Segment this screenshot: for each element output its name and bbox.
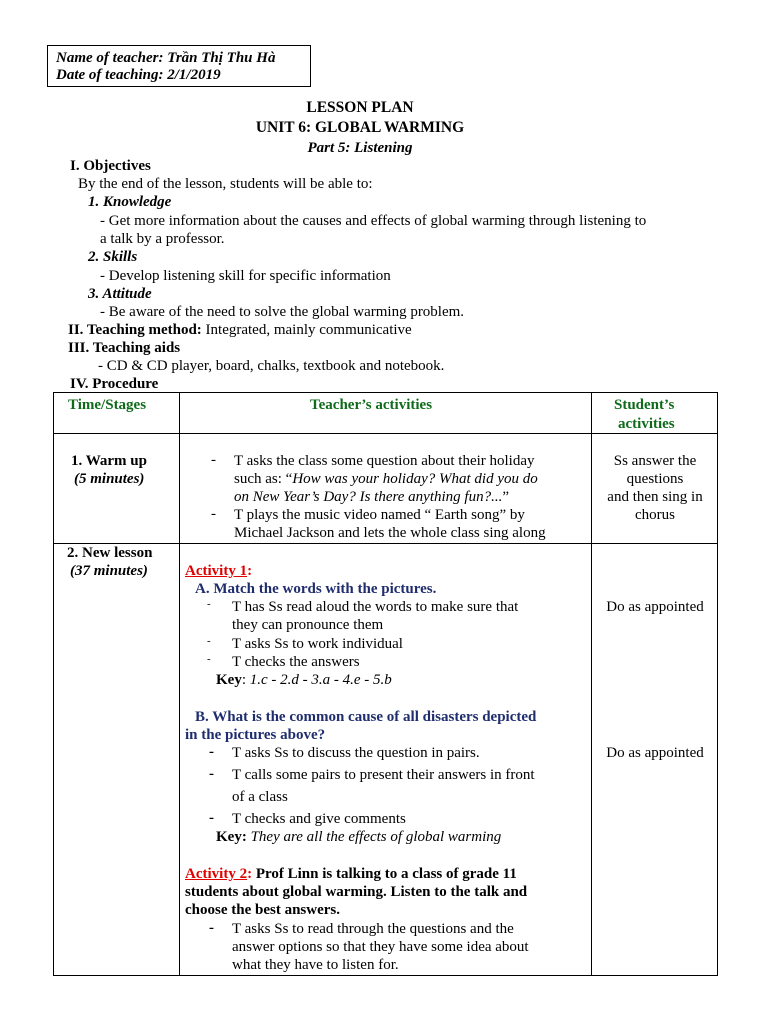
bullet-dash: - (207, 598, 211, 610)
warmup-s3: and then sing in (607, 489, 703, 505)
part-b-3: T checks and give comments (232, 811, 406, 827)
teacher-name: Name of teacher: Trần Thị Thu Hà (56, 50, 276, 66)
bullet-dash: - (209, 744, 214, 760)
warmup-time: (5 minutes) (74, 471, 145, 487)
knowledge-line-2: a talk by a professor. (100, 231, 225, 247)
part-b-key-answer: They are all the effects of global warming (250, 829, 502, 845)
warmup-t2-a: T plays the music video named “ Earth song” by (234, 507, 525, 523)
part-a-3: T checks the answers (232, 654, 360, 670)
part-a-1b: they can pronounce them (232, 617, 384, 633)
activity-2-heading (185, 865, 517, 883)
bullet-dash: - (209, 810, 214, 826)
col-student-header-2: activities (618, 416, 675, 432)
title-unit: UNIT 6: GLOBAL WARMING (255, 119, 465, 136)
warmup-t1-b (234, 470, 538, 488)
warmup-s1: Ss answer the (613, 453, 697, 469)
part-c-1c: what they have to listen for. (232, 957, 399, 973)
skills-line: - Develop listening skill for specific information (100, 268, 391, 284)
part-a-key-label: Key (216, 672, 242, 688)
newlesson-student-b: Do as appointed (606, 745, 704, 761)
col-teacher-header: Teacher’s activities (310, 397, 433, 413)
table-row-new-lesson (54, 544, 718, 976)
teacher-info-box (47, 45, 311, 87)
warmup-s4: chorus (635, 507, 675, 523)
objectives-intro: By the end of the lesson, students will be able to: (78, 176, 373, 192)
bullet-dash: - (209, 920, 214, 936)
warmup-stage: 1. Warm up (71, 453, 147, 469)
activity-2-text-2: students about global warming. Listen to the talk and (185, 884, 528, 900)
activity-2-text-3: choose the best answers. (185, 902, 340, 918)
teaching-aids-heading: III. Teaching aids (68, 340, 181, 356)
activity-2-text-1: Prof Linn is talking to a class of grade 11 (252, 866, 517, 882)
teaching-method (68, 321, 412, 339)
newlesson-student-a: Do as appointed (606, 599, 704, 615)
part-b-title-1: B. What is the common cause of all disasters depicted (195, 709, 537, 725)
attitude-line: - Be aware of the need to solve the global warming problem. (100, 304, 465, 320)
warmup-t1-c-italic: on New Year’s Day? Is there anything fun?... (234, 489, 503, 505)
part-b-1: T asks Ss to discuss the question in pairs. (232, 745, 480, 761)
part-b-2a: T calls some pairs to present their answers in front (232, 767, 535, 783)
procedure-table (53, 392, 718, 976)
part-b-title-2: in the pictures above? (185, 727, 326, 743)
warmup-t1-b-italic: How was your holiday? What did you do (292, 471, 538, 487)
part-b-2b: of a class (232, 789, 288, 805)
warmup-s2: questions (626, 471, 684, 487)
newlesson-time: (37 minutes) (70, 563, 148, 579)
attitude-heading: 3. Attitude (88, 286, 152, 302)
warmup-t2-b: Michael Jackson and lets the whole class sing along (234, 525, 546, 541)
part-a-key (216, 671, 392, 689)
part-c-1b: answer options so that they have some idea about (232, 939, 529, 955)
part-a-2: T asks Ss to work individual (232, 636, 403, 652)
col-time-header: Time/Stages (68, 397, 147, 413)
warmup-t1-c-end: ” (502, 489, 510, 505)
bullet-dash: - (211, 506, 216, 522)
part-a-key-colon: : (241, 672, 250, 688)
activity-1-colon: : (247, 563, 253, 579)
objectives-heading: I. Objectives (70, 158, 151, 174)
teaching-aids-line: - CD & CD player, board, chalks, textbook and notebook. (98, 358, 445, 374)
activity-2-colon: : (247, 866, 253, 882)
procedure-heading: IV. Procedure (70, 376, 159, 392)
bullet-dash: - (207, 653, 211, 665)
warmup-t1-b-plain: such as: “ (234, 471, 293, 487)
part-c-1a: T asks Ss to read through the questions and the (232, 921, 514, 937)
teaching-date: Date of teaching: 2/1/2019 (56, 67, 221, 83)
bullet-dash: - (207, 635, 211, 647)
newlesson-stage: 2. New lesson (67, 545, 153, 561)
bullet-dash: - (209, 766, 214, 782)
table-row-warmup (54, 434, 718, 544)
teaching-method-value: Integrated, mainly communicative (201, 322, 412, 338)
activity-1-label: Activity 1 (185, 563, 248, 579)
col-student-header-1: Student’s (614, 397, 675, 413)
table-header-row (54, 393, 718, 434)
title-lesson-plan: LESSON PLAN (306, 99, 414, 116)
part-b-key-label: Key: (216, 829, 247, 845)
part-a-key-answers: 1.c - 2.d - 3.a - 4.e - 5.b (249, 672, 392, 688)
title-part: Part 5: Listening (307, 140, 413, 156)
skills-heading: 2. Skills (88, 249, 138, 265)
bullet-dash: - (211, 452, 216, 468)
part-a-1a: T has Ss read aloud the words to make sure that (232, 599, 519, 615)
part-a-title: A. Match the words with the pictures. (195, 581, 437, 597)
knowledge-line-1: - Get more information about the causes and effects of global warming through listening to (100, 213, 647, 229)
activity-2-label: Activity 2 (185, 866, 248, 882)
teaching-method-label: II. Teaching method: (68, 322, 202, 338)
warmup-t1-c (234, 488, 509, 506)
knowledge-heading: 1. Knowledge (88, 194, 172, 210)
warmup-t1-a: T asks the class some question about their holiday (234, 453, 535, 469)
part-b-key (216, 828, 501, 846)
activity-1-heading (185, 562, 252, 580)
